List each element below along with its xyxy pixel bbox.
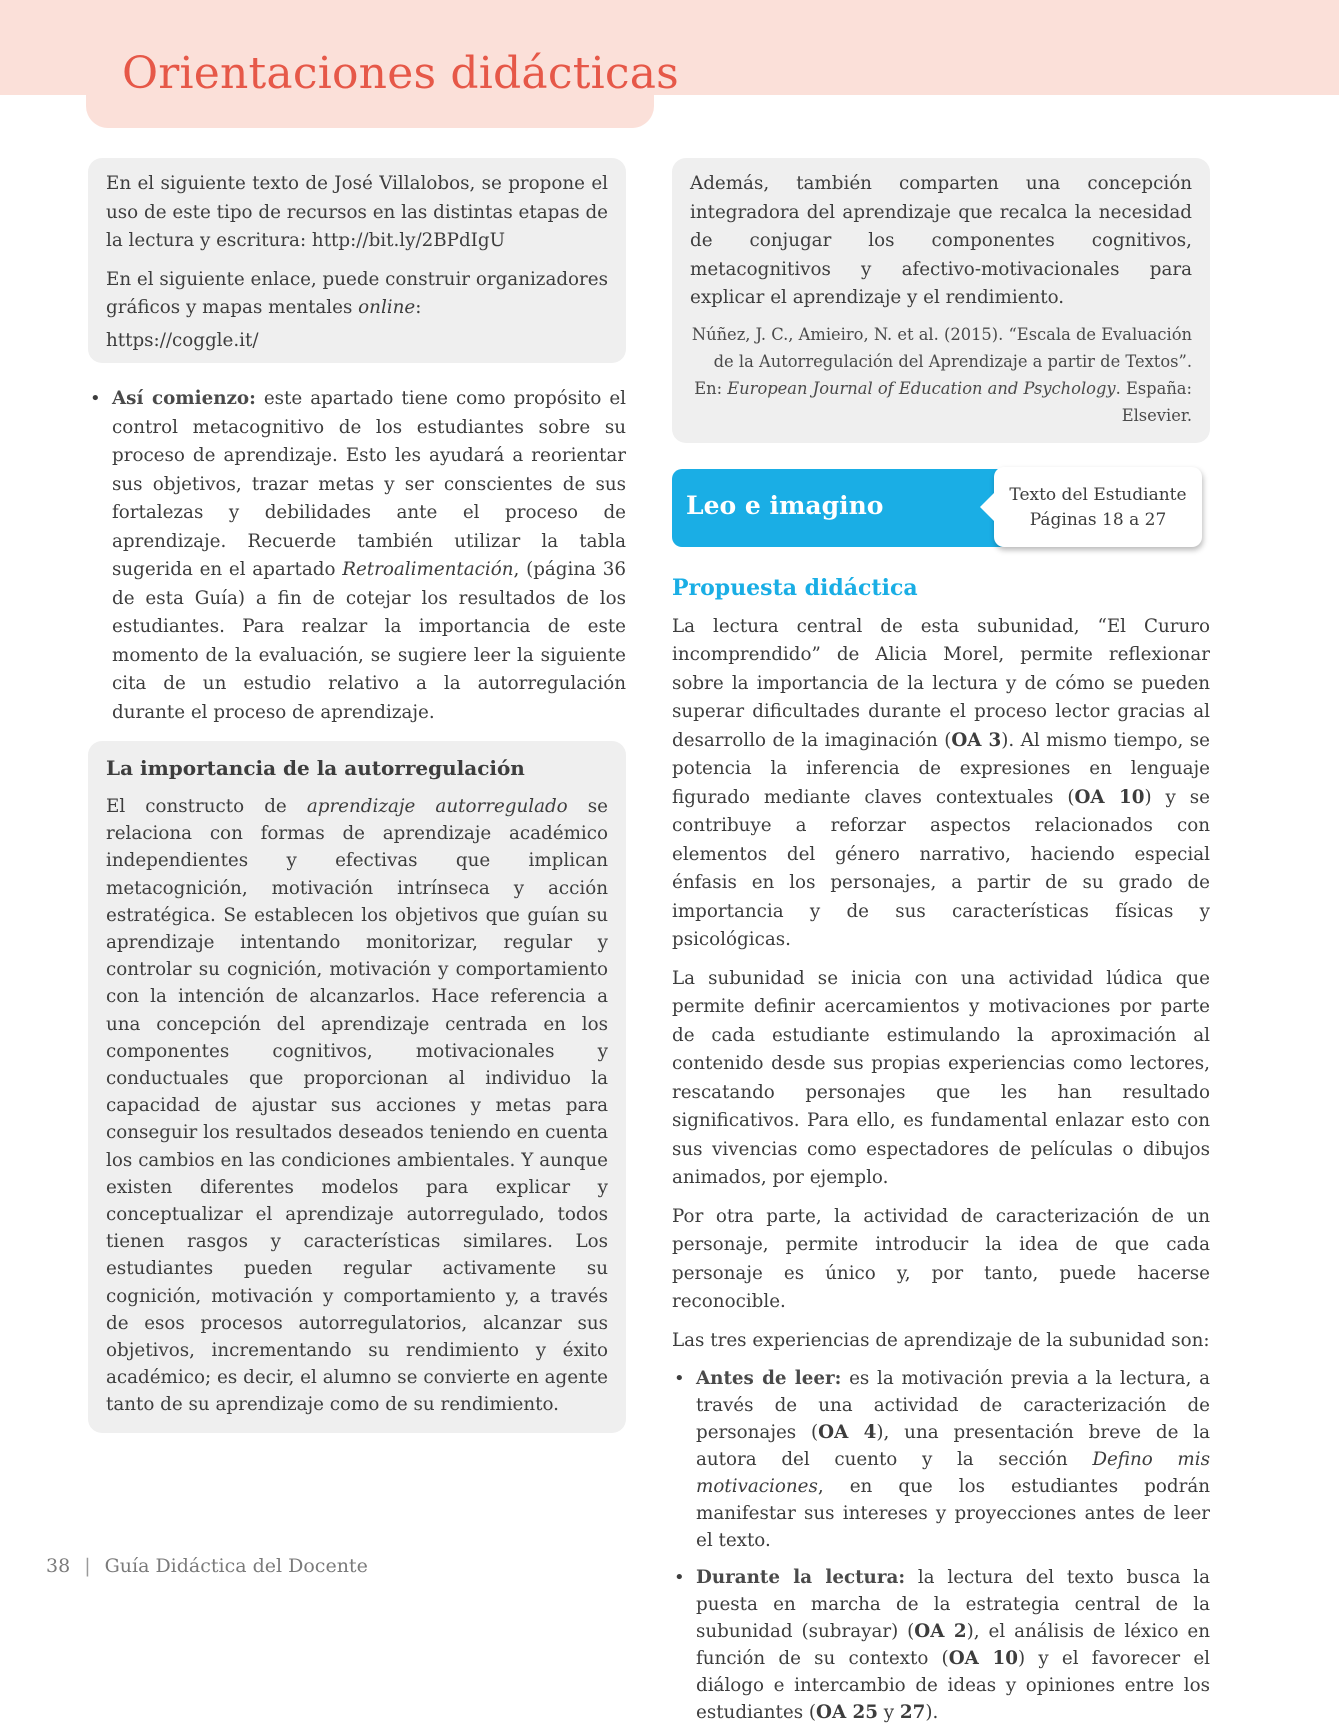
defino-italic: Defino mis motivaciones — [696, 1449, 1210, 1497]
page-number: 38 — [46, 1555, 71, 1577]
experiencias-list — [672, 1365, 1210, 1726]
oa10-ref-2: OA 10 — [948, 1648, 1019, 1669]
b2-y: y — [877, 1702, 900, 1723]
bullet-lead-durante: Durante la lectura: — [696, 1567, 906, 1588]
bullet-lead-asi-comienzo: Así comienzo: — [112, 388, 256, 409]
student-text-label: Texto del Estudiante — [1009, 484, 1187, 505]
oa2-ref: OA 2 — [914, 1621, 967, 1642]
autorregulacion-title: La importancia de la autorregulación — [106, 756, 525, 780]
propuesta-p1-b: ). Al mismo tiempo, se potencia la inferencia de expresiones en lenguaje figurado mediante claves contextuales ( — [672, 729, 1210, 808]
b2-text-b: ), el análisis de léxico en función de su contexto ( — [696, 1621, 1210, 1669]
propuesta-title: Propuesta didáctica — [672, 574, 918, 601]
autorregulacion-text-a: El constructo de — [106, 796, 307, 817]
resources-paragraph-2-text: En el siguiente enlace, puede construir organizadores gráficos y mapas mentales — [106, 268, 608, 318]
aprendizaje-autorregulado-italic: aprendizaje autorregulado — [306, 796, 568, 817]
oa27-ref: 27 — [899, 1702, 926, 1723]
autorregulacion-text-b: se relaciona con formas de aprendizaje académico independientes y efectivas que implican metacognición, motivación intrínseca y acción estratégica. Se establecen los objetivos que guían su aprendizaje intentando monitorizar, regular y controlar su cognición, motivación y comportamiento con la intención de alcanzarlos. Hace referencia a una concepción del aprendizaje centrada en los componentes cognitivos, motivacionales y conductuales que proporcionan al individuo la capacidad de ajustar sus acciones y metas para conseguir los resultados deseados teniendo en cuenta los cambios en las condiciones ambientales. Y aunque existen diferentes modelos para explicar y conceptualizar el aprendizaje autorregulado, todos tienen rasgos y características similares. Los estudiantes pueden regular activamente su cognición, motivación y comportamiento y, a través de esos procesos autorregulatorios, alcanzar sus objetivos, incrementando su rendimiento y éxito académico; es decir, el alumno se convierte en agente tanto de su aprendizaje como de su rendimiento. — [106, 796, 608, 1416]
citation-ref-b: . España: Elsevier. — [1115, 378, 1192, 425]
oa10-ref: OA 10 — [1074, 786, 1145, 808]
bullet-durante-lectura — [672, 1564, 1210, 1726]
left-column — [88, 158, 626, 1433]
bullet-text-b: , (página 36 de esta Guía) a fin de cotejar los resultados de los estudiantes. Para realzar la importancia de este momento de la evaluación, se sugiere leer la siguiente cita de un estudio relativo a la autorregulación durante el proceso de aprendizaje. — [112, 559, 627, 723]
citation-ref-a: Núñez, J. C., Amieiro, N. et al. (2015). “Escala de Evaluación de la Autorregulación del Aprendizaje a partir de Textos”. En: — [691, 324, 1192, 398]
resources-online-italic: online — [358, 297, 416, 318]
propuesta-paragraph-4: Las tres experiencias de aprendizaje de la subunidad son: — [672, 1329, 1210, 1351]
book-title: Guía Didáctica del Docente — [104, 1555, 368, 1577]
citation-text: Además, también comparten una concepción integradora del aprendizaje que recalca la necesidad de conjugar los componentes cognitivos, metacognitivos y afectivo-motivacionales para explicar el aprendizaje y el rendimiento. — [690, 173, 1192, 308]
bullet-lead-antes: Antes de leer: — [696, 1368, 842, 1389]
comienzo-list — [88, 385, 626, 727]
b2-text-a: la lectura del texto busca la puesta en marcha de la estrategia central de la subunidad (subrayar) ( — [696, 1567, 1210, 1642]
student-text-reference-card — [994, 467, 1202, 547]
section-banner — [672, 467, 1210, 551]
citation-box — [672, 158, 1210, 443]
autorregulacion-text — [106, 793, 608, 1419]
retroalimentacion-italic: Retroalimentación — [342, 559, 514, 580]
autorregulacion-box — [88, 741, 626, 1433]
page-footer — [46, 1555, 368, 1577]
footer-separator: | — [84, 1555, 91, 1577]
resources-paragraph-2-end: : — [415, 297, 422, 318]
propuesta-paragraph-3: Por otra parte, la actividad de caracterización de un personaje, permite introducir la idea de que cada personaje es único y, por tanto, puede hacerse reconocible. — [672, 1205, 1210, 1312]
coggle-link[interactable]: https://coggle.it/ — [106, 329, 259, 351]
b1-text-c: , en que los estudiantes podrán manifestar sus intereses y proyecciones antes de leer el texto. — [696, 1476, 1210, 1551]
journal-name-italic: European Journal of Education and Psychology — [727, 378, 1116, 398]
bullet-asi-comienzo — [88, 385, 626, 727]
b1-text-a: es la motivación previa a la lectura, a través de una actividad de caracterización de personajes ( — [696, 1368, 1210, 1443]
right-column — [672, 158, 1210, 1726]
propuesta-p1-c: ) y se contribuye a reforzar aspectos relacionados con elementos del género narrativo, haciendo especial énfasis en los personajes, a partir de su grado de importancia y de sus características físicas y psicológicas. — [672, 786, 1210, 950]
citation-reference — [690, 321, 1192, 429]
page-title: Orientaciones didácticas — [122, 48, 679, 99]
propuesta-paragraph-2: La subunidad se inicia con una actividad lúdica que permite definir acercamientos y motivaciones por parte de cada estudiante estimulando la aproximación al contenido desde sus propias experiencias como lectores, rescatando personajes que les han resultado significativos. Para ello, es fundamental enlazar esto con sus vivencias como espectadores de películas o dibujos animados, por ejemplo. — [672, 967, 1210, 1188]
propuesta-paragraph-1 — [672, 613, 1210, 955]
b2-text-d: ). — [925, 1702, 939, 1723]
student-text-pages: Páginas 18 a 27 — [1029, 509, 1167, 530]
b1-text-b: ), una presentación breve de la autora del cuento y la sección — [696, 1422, 1211, 1470]
bullet-text-a: este apartado tiene como propósito el control metacognitivo de los estudiantes sobre su proceso de aprendizaje. Esto les ayudará a reorientar sus objetivos, trazar metas y ser conscientes de sus fortalezas y debilidades ante el proceso de aprendizaje. Recuerde también utilizar la tabla sugerida en el apartado — [112, 388, 626, 580]
resources-box — [88, 158, 626, 363]
b2-text-c: ) y el favorecer el diálogo e intercambio de ideas y opiniones entre los estudiantes ( — [696, 1648, 1211, 1723]
resources-paragraph-2 — [106, 266, 608, 323]
section-banner-label: Leo e imagino — [686, 490, 884, 520]
oa3-ref: OA 3 — [951, 729, 1002, 751]
propuesta-p1-a: La lectura central de esta subunidad, “El Cururo incomprendido” de Alicia Morel, permite reflexionar sobre la importancia de la lectura y de cómo se pueden superar dificultades durante el proceso lector gracias al desarrollo de la imaginación ( — [672, 615, 1210, 751]
oa25-ref: OA 25 — [816, 1702, 878, 1723]
resources-paragraph-1: En el siguiente texto de José Villalobos, se propone el uso de este tipo de recursos en las distintas etapas de la lectura y escritura: http://bit.ly/2BPdIgU — [106, 173, 608, 251]
section-banner-label-bg — [672, 469, 1012, 547]
bullet-antes-de-leer — [672, 1365, 1210, 1554]
oa4-ref: OA 4 — [818, 1422, 877, 1443]
